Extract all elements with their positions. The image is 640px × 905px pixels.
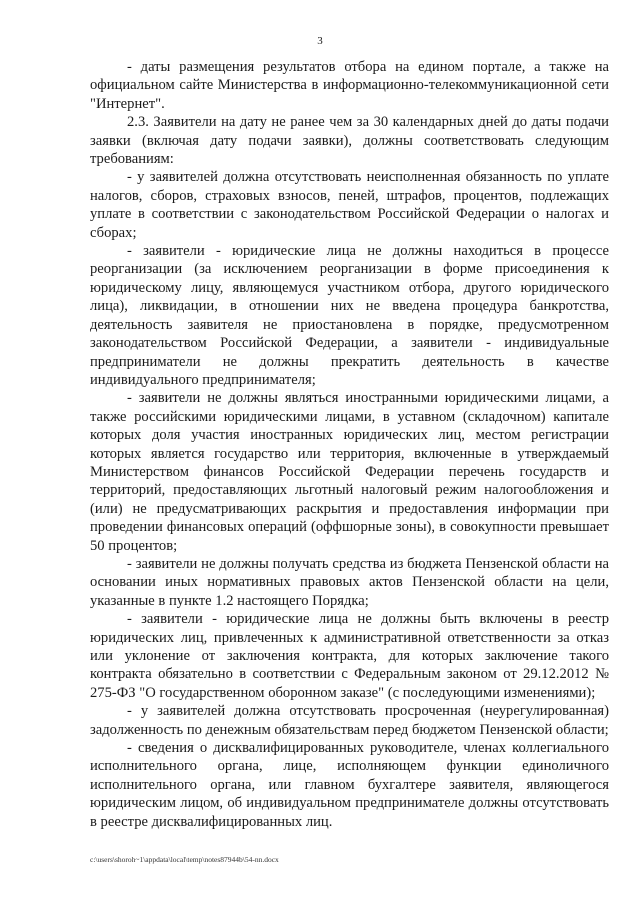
paragraph-dates-publication: - даты размещения результатов отбора на едином портале, а также на официальном сайте Министерства в информационно-телекоммуникационной сети "Интернет". xyxy=(90,59,609,112)
paragraph-2-3-requirements: 2.3. Заявители на дату не ранее чем за 30 календарных дней до даты подачи заявки (включая дату подачи заявки), должны соответствовать следующим требованиям: xyxy=(90,114,609,168)
document-body xyxy=(90,58,609,831)
page-number: 3 xyxy=(317,35,323,47)
paragraph-overdue-debt: - у заявителей должна отсутствовать просроченная (неурегулированная) задолженность по денежным обязательствам перед бюджетом Пензенской области; xyxy=(90,703,609,738)
paragraph-reorganization: - заявители - юридические лица не должны находиться в процессе реорганизации (за исключением реорганизации в форме присоединения к юридическому лицу, являющемуся участником отбора, другого юридического лица), ликвидации, в отношении них не введена процедура банкротства, деятельность заявителя не приостановлена в порядке, предусмотренном законодательством Российской Федерации, а заявители - индивидуальные предприниматели не должны прекратить деятельность в качестве индивидуального предпринимателя; xyxy=(90,243,609,388)
paragraph-budget-funds: - заявители не должны получать средства из бюджета Пензенской области на основании иных нормативных правовых актов Пензенской области на цели, указанные в пункте 1.2 настоящего Порядка; xyxy=(90,555,609,609)
footer-file-path: c:\users\shoroh~1\appdata\local\temp\notes87944b\54-nn.docx xyxy=(90,855,279,864)
paragraph-registry-exclusion: - заявители - юридические лица не должны быть включены в реестр юридических лиц, привлеченных к административной ответственности за отказ или уклонение от заключения контракта, для которых заключение такого контракта обязательно в соответствии с Федеральным законом от 29.12.2012 № 275-ФЗ "О государственном оборонном заказе" (с последующими изменениями); xyxy=(90,611,609,701)
paragraph-tax-obligations: - у заявителей должна отсутствовать неисполненная обязанность по уплате налогов, сборов, страховых взносов, пеней, штрафов, процентов, подлежащих уплате в соответствии с законодательством Российской Федерации о налогах и сборах; xyxy=(90,169,609,241)
paragraph-foreign-entities: - заявители не должны являться иностранными юридическими лицами, а также российскими юридическими лицами, в уставном (складочном) капитале которых доля участия иностранных юридических лиц, местом регистрации которых является государство или территория, включенные в утверждаемый Министерством финансов Российской Федерации перечень государств и территорий, предоставляющих льготный налоговый режим налогообложения и (или) не предусматривающих раскрытия и предоставления информации при проведении финансовых операций (оффшорные зоны), в совокупности превышает 50 процентов; xyxy=(90,390,609,554)
paragraph-disqualified-persons: - сведения о дисквалифицированных руководителе, членах коллегиального исполнительного органа, лице, исполняющем функции единоличного исполнительного органа, или главном бухгалтере заявителя, являющегося юридическим лицом, об индивидуальном предпринимателе должны отсутствовать в реестре дисквалифицированных лиц. xyxy=(90,740,609,830)
